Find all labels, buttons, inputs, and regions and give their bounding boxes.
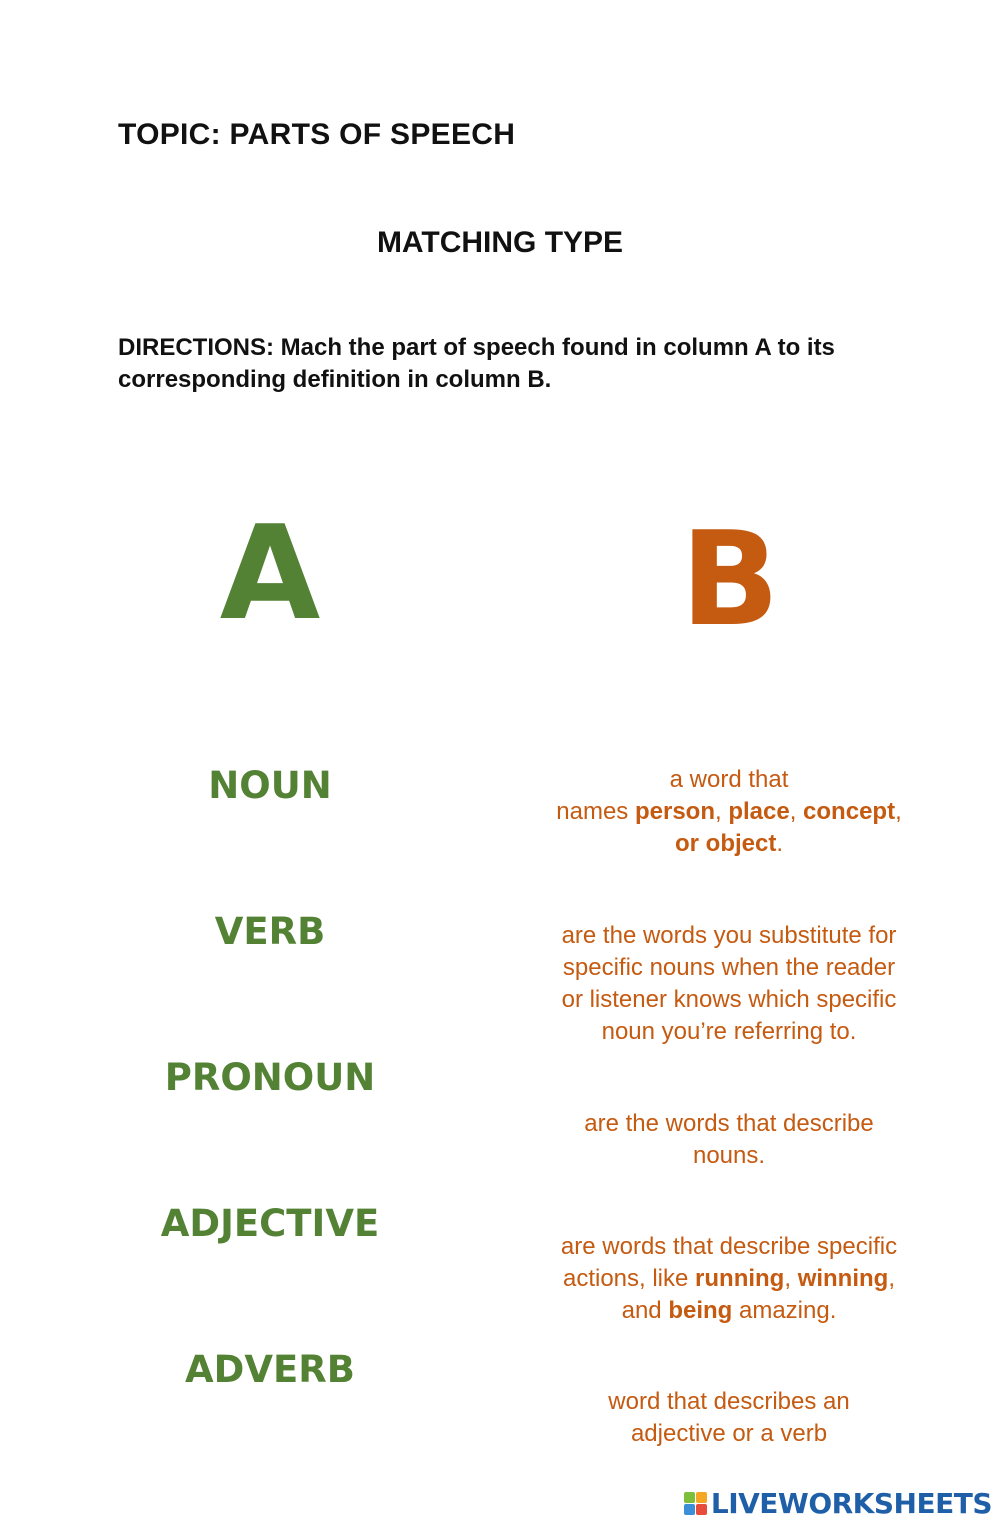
definition-text: , [784, 1265, 798, 1292]
definition-keyword: concept [803, 798, 896, 825]
definition-keyword: person [634, 798, 715, 825]
definition-5 [520, 1386, 938, 1450]
definition-keyword: being [668, 1297, 733, 1324]
definition-2 [520, 920, 938, 1048]
definition-keyword: running [695, 1265, 785, 1292]
logo-square [696, 1492, 707, 1503]
definition-text: are the words that describe [584, 1110, 874, 1137]
definition-text: a word that [669, 766, 789, 793]
definition-3 [520, 1108, 938, 1172]
worksheet-topic: TOPIC: PARTS OF SPEECH [118, 118, 516, 151]
term-noun: NOUN [208, 764, 332, 807]
definition-text: amazing. [732, 1297, 837, 1324]
definition-text: , [888, 1265, 896, 1292]
definition-text: . [776, 830, 783, 857]
worksheet-subtitle: MATCHING TYPE [376, 226, 624, 259]
definition-text: word that describes an [608, 1388, 850, 1415]
definition-keyword: winning [797, 1265, 889, 1292]
definition-4 [520, 1231, 938, 1327]
definition-text: nouns. [692, 1142, 766, 1169]
definition-text: adjective or a verb [630, 1420, 828, 1447]
definition-text: are words that describe specific [560, 1233, 898, 1260]
directions-text: DIRECTIONS: Mach the part of speech found in column A to its corresponding definition in column B. [118, 334, 835, 393]
definition-text: actions, like [562, 1265, 696, 1292]
term-verb: VERB [214, 910, 326, 953]
definition-text: are the words you substitute for [561, 922, 897, 949]
brand-name: LIVEWORKSHEETS [710, 1486, 992, 1520]
term-adverb: ADVERB [185, 1348, 355, 1391]
term-adjective: ADJECTIVE [160, 1202, 380, 1245]
definition-text: , [895, 798, 902, 825]
definition-text: , [789, 798, 804, 825]
definition-keyword: place [728, 798, 790, 825]
definition-text: specific nouns when the reader [562, 954, 896, 981]
logo-square [684, 1504, 695, 1515]
logo-square [696, 1504, 707, 1515]
liveworksheets-icon [684, 1492, 707, 1515]
definition-text: noun you’re referring to. [601, 1018, 857, 1045]
column-a-heading: A [219, 497, 321, 649]
definition-keyword: or object [674, 830, 777, 857]
definition-1 [520, 764, 938, 860]
logo-square [684, 1492, 695, 1503]
column-b-heading: B [680, 503, 780, 655]
term-pronoun: PRONOUN [164, 1056, 376, 1099]
definition-text: and [621, 1297, 669, 1324]
definition-text: or listener knows which specific [561, 986, 897, 1013]
definition-text: , [714, 798, 729, 825]
definition-text: names [556, 798, 635, 825]
liveworksheets-logo [684, 1486, 992, 1520]
